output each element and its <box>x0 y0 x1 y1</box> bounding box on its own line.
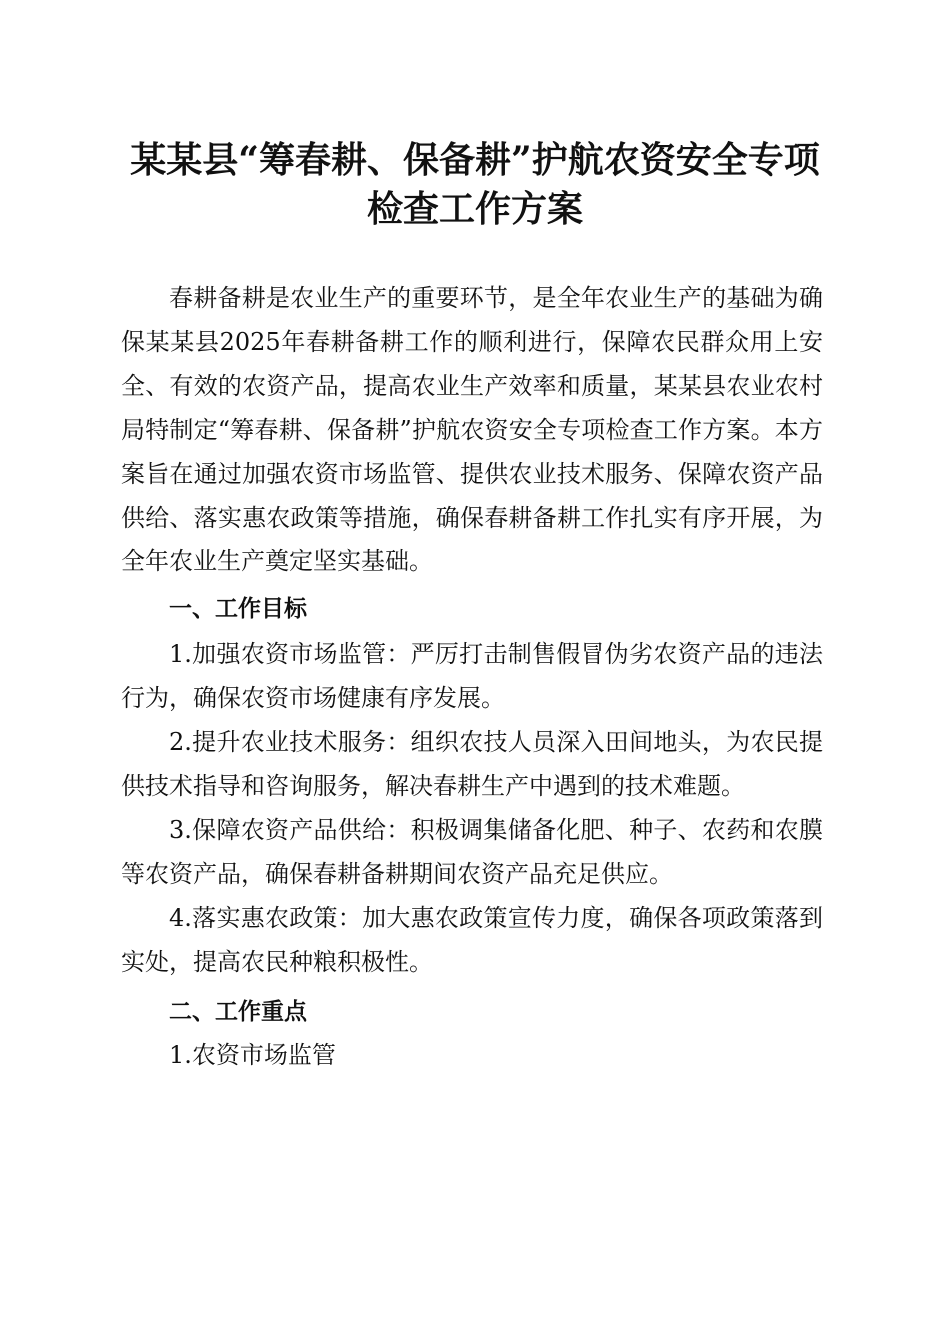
document-title-line-1: 某某县“筹春耕、保备耕”护航农资安全专项 <box>130 139 820 181</box>
goal-item-2: 2.提升农业技术服务：组织农技人员深入田间地头，为农民提供技术指导和咨询服务，解决春耕生产中遇到的技术难题。 <box>121 728 823 800</box>
section-heading-goals: 一、工作目标 <box>169 596 307 622</box>
goal-item-4: 4.落实惠农政策：加大惠农政策宣传力度，确保各项政策落到实处，提高农民种粮积极性。 <box>121 904 823 976</box>
section-heading-focus: 二、工作重点 <box>169 999 307 1025</box>
focus-item-1: 1.农资市场监管 <box>169 1041 336 1069</box>
document-title-line-2: 检查工作方案 <box>366 188 583 230</box>
intro-paragraph: 春耕备耕是农业生产的重要环节，是全年农业生产的基础为确保某某县2025年春耕备耕工作的顺利进行，保障农民群众用上安全、有效的农资产品，提高农业生产效率和质量，某某县农业农村局特制定“筹春耕、保备耕”护航农资安全专项检查工作方案。本方案旨在通过加强农资市场监管、提供农业技术服务、保障农资产品供给、落实惠农政策等措施，确保春耕备耕工作扎实有序开展，为全年农业生产奠定坚实基础。 <box>121 284 823 576</box>
goal-item-3: 3.保障农资产品供给：积极调集储备化肥、种子、农药和农膜等农资产品，确保春耕备耕期间农资产品充足供应。 <box>121 816 823 888</box>
goal-item-1: 1.加强农资市场监管：严厉打击制售假冒伪劣农资产品的违法行为，确保农资市场健康有序发展。 <box>121 640 823 712</box>
